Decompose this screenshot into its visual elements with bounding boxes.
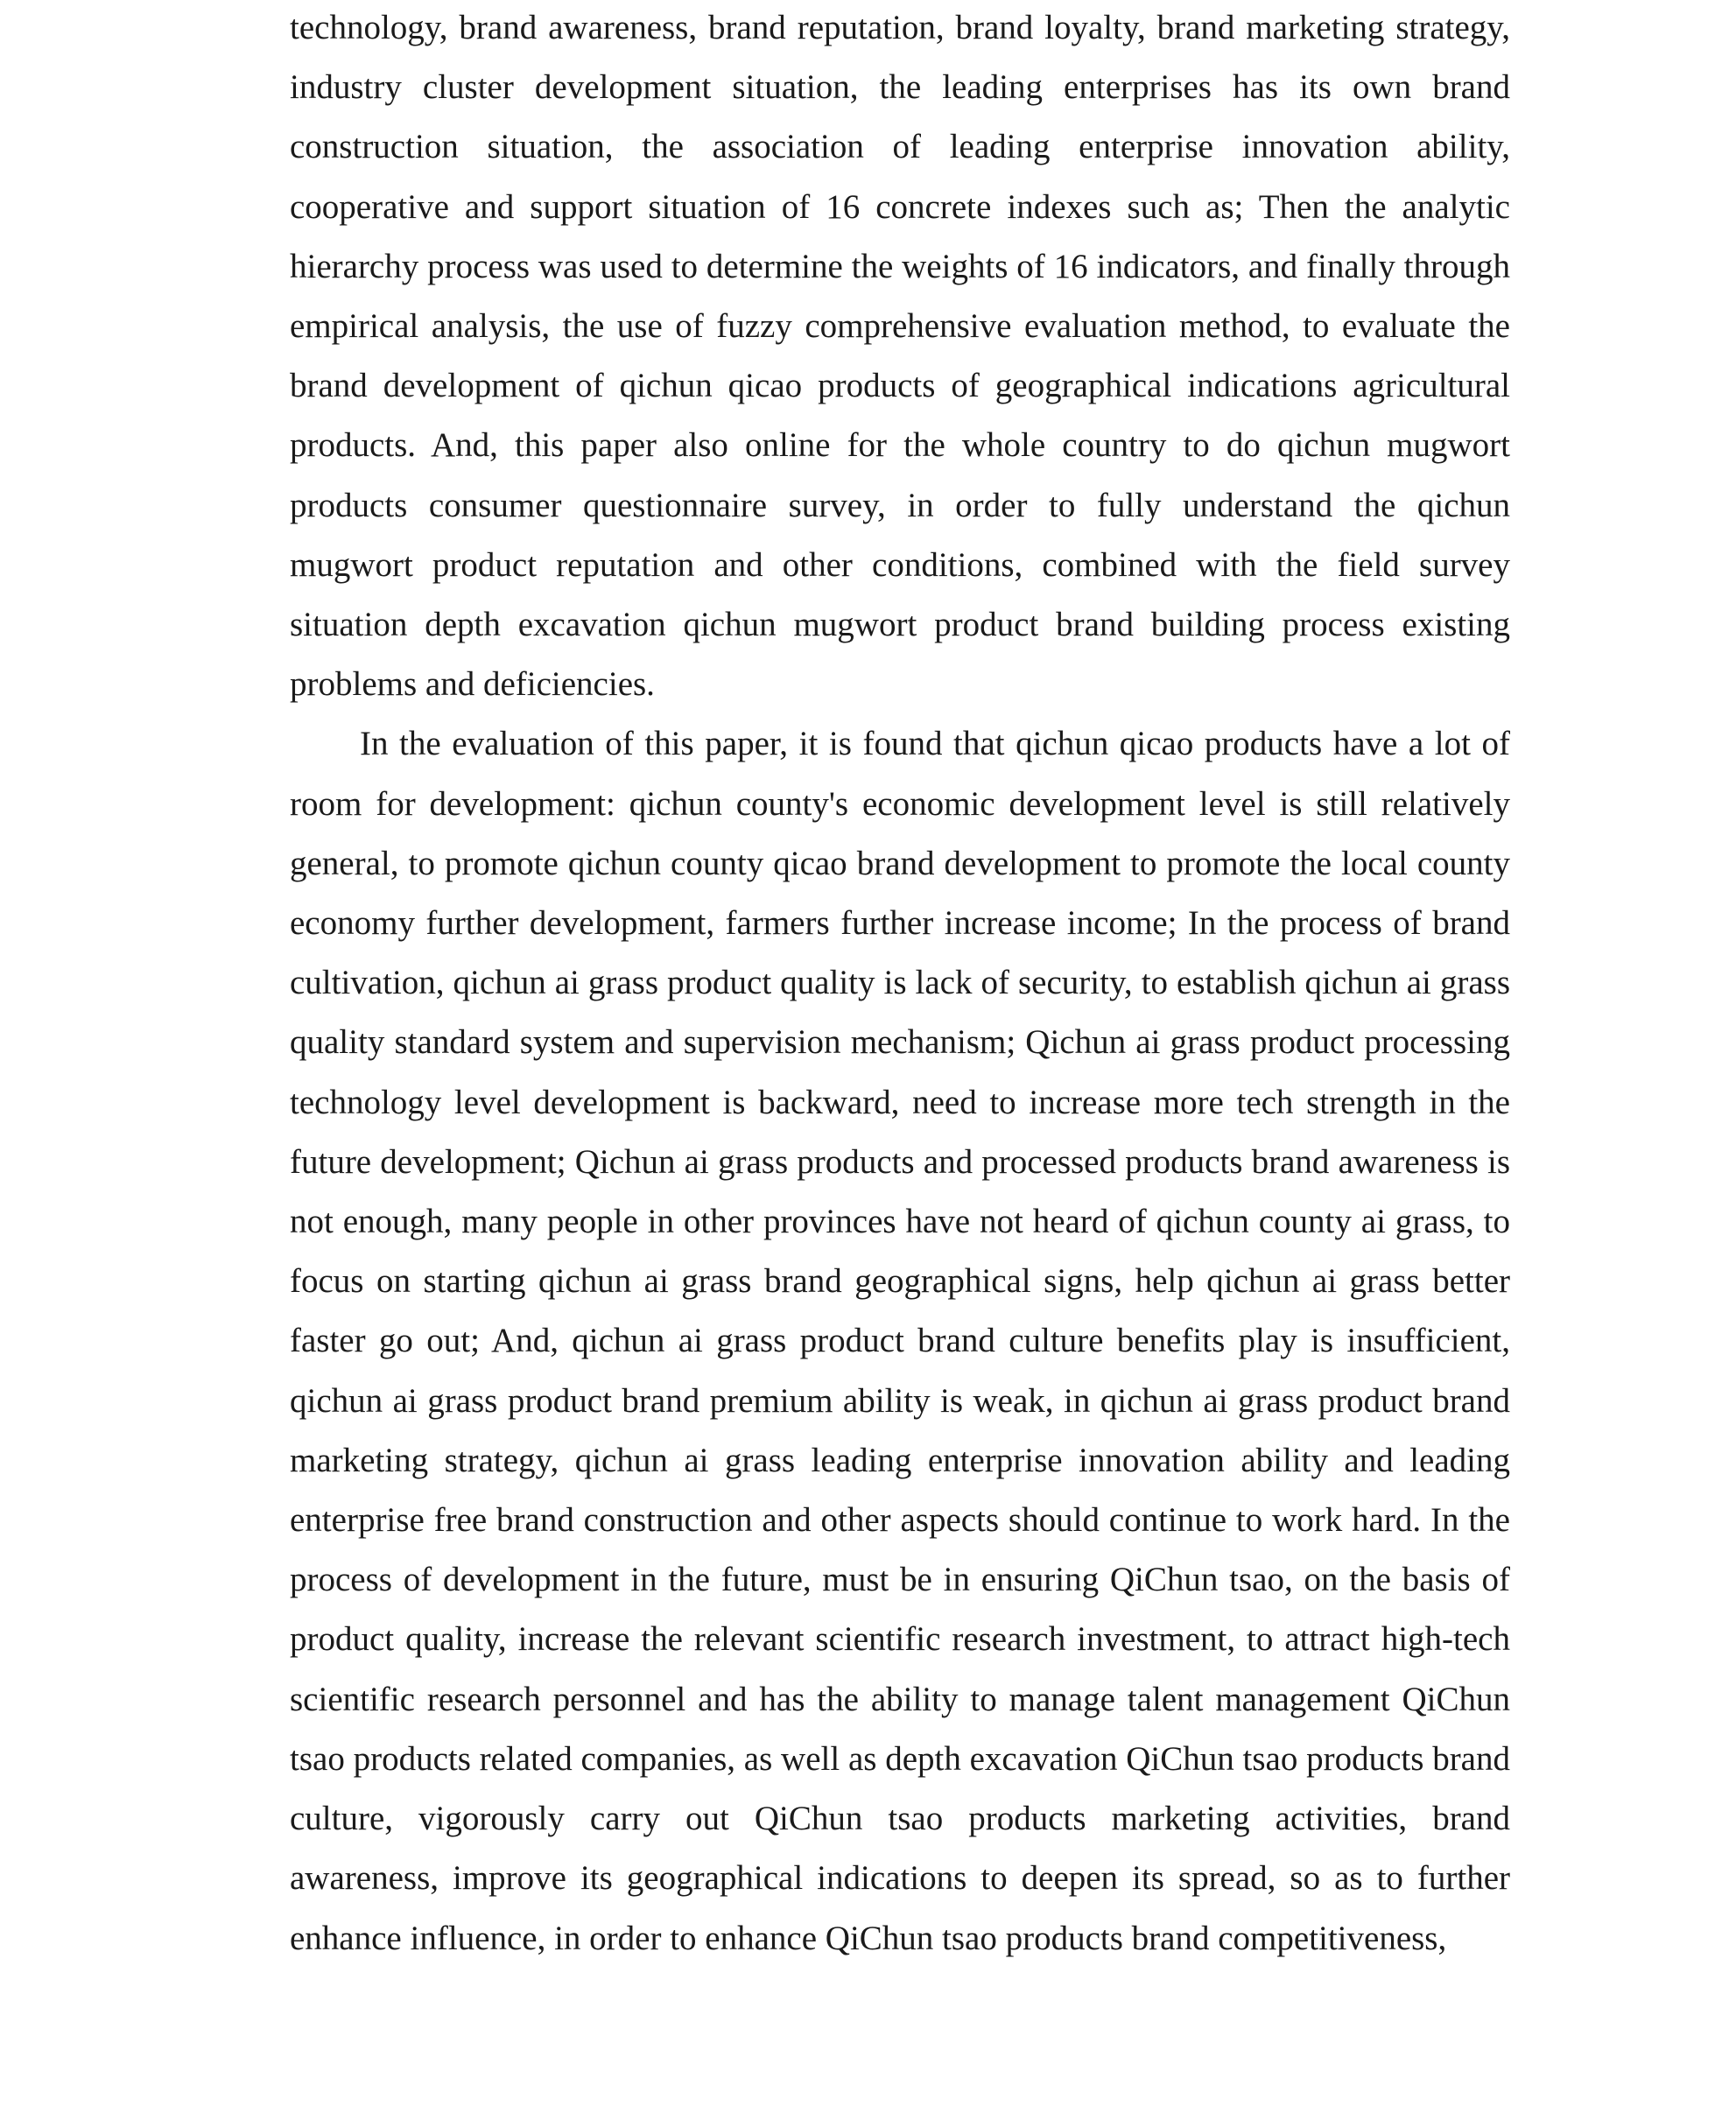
document-page xyxy=(290,0,1510,2113)
paragraph-continued: technology, brand awareness, brand reputation, brand loyalty, brand marketing strategy, industry cluster development situation, the leading enterprises has its own brand construction situation, the association of leading enterprise innovation ability, cooperative and support situation of 16 concrete indexes such as; Then the analytic hierarchy process was used to determine the weights of 16 indicators, and finally through empirical analysis, the use of fuzzy comprehensive evaluation method, to evaluate the brand development of qichun qicao products of geographical indications agricultural products. And, this paper also online for the whole country to do qichun mugwort products consumer questionnaire survey, in order to fully understand the qichun mugwort product reputation and other conditions, combined with the field survey situation depth excavation qichun mugwort product brand building process existing problems and deficiencies. xyxy=(290,9,1510,704)
paragraph-evaluation-findings: In the evaluation of this paper, it is found that qichun qicao products have a lot of room for development: qichun county's economic development level is still relatively general, to promote qichun county qicao brand development to promote the local county economy further development, farmers further increase income; In the process of brand cultivation, qichun ai grass product quality is lack of security, to establish qichun ai grass quality standard system and supervision mechanism; Qichun ai grass product processing technology level development is backward, need to increase more tech strength in the future development; Qichun ai grass products and processed products brand awareness is not enough, many people in other provinces have not heard of qichun county ai grass, to focus on starting qichun ai grass brand geographical signs, help qichun ai grass better faster go out; And, qichun ai grass product brand culture benefits play is insufficient, qichun ai grass product brand premium ability is weak, in qichun ai grass product brand marketing strategy, qichun ai grass leading enterprise innovation ability and leading enterprise free brand construction and other aspects should continue to work hard. In the process of development in the future, must be in ensuring QiChun tsao, on the basis of product quality, increase the relevant scientific research investment, to attract high-tech scientific research personnel and has the ability to manage talent management QiChun tsao products related companies, as well as depth excavation QiChun tsao products brand culture, vigorously carry out QiChun tsao products marketing activities, brand awareness, improve its geographical indications to deepen its spread, so as to further enhance influence, in order to enhance QiChun tsao products brand competitiveness, xyxy=(290,725,1510,1957)
